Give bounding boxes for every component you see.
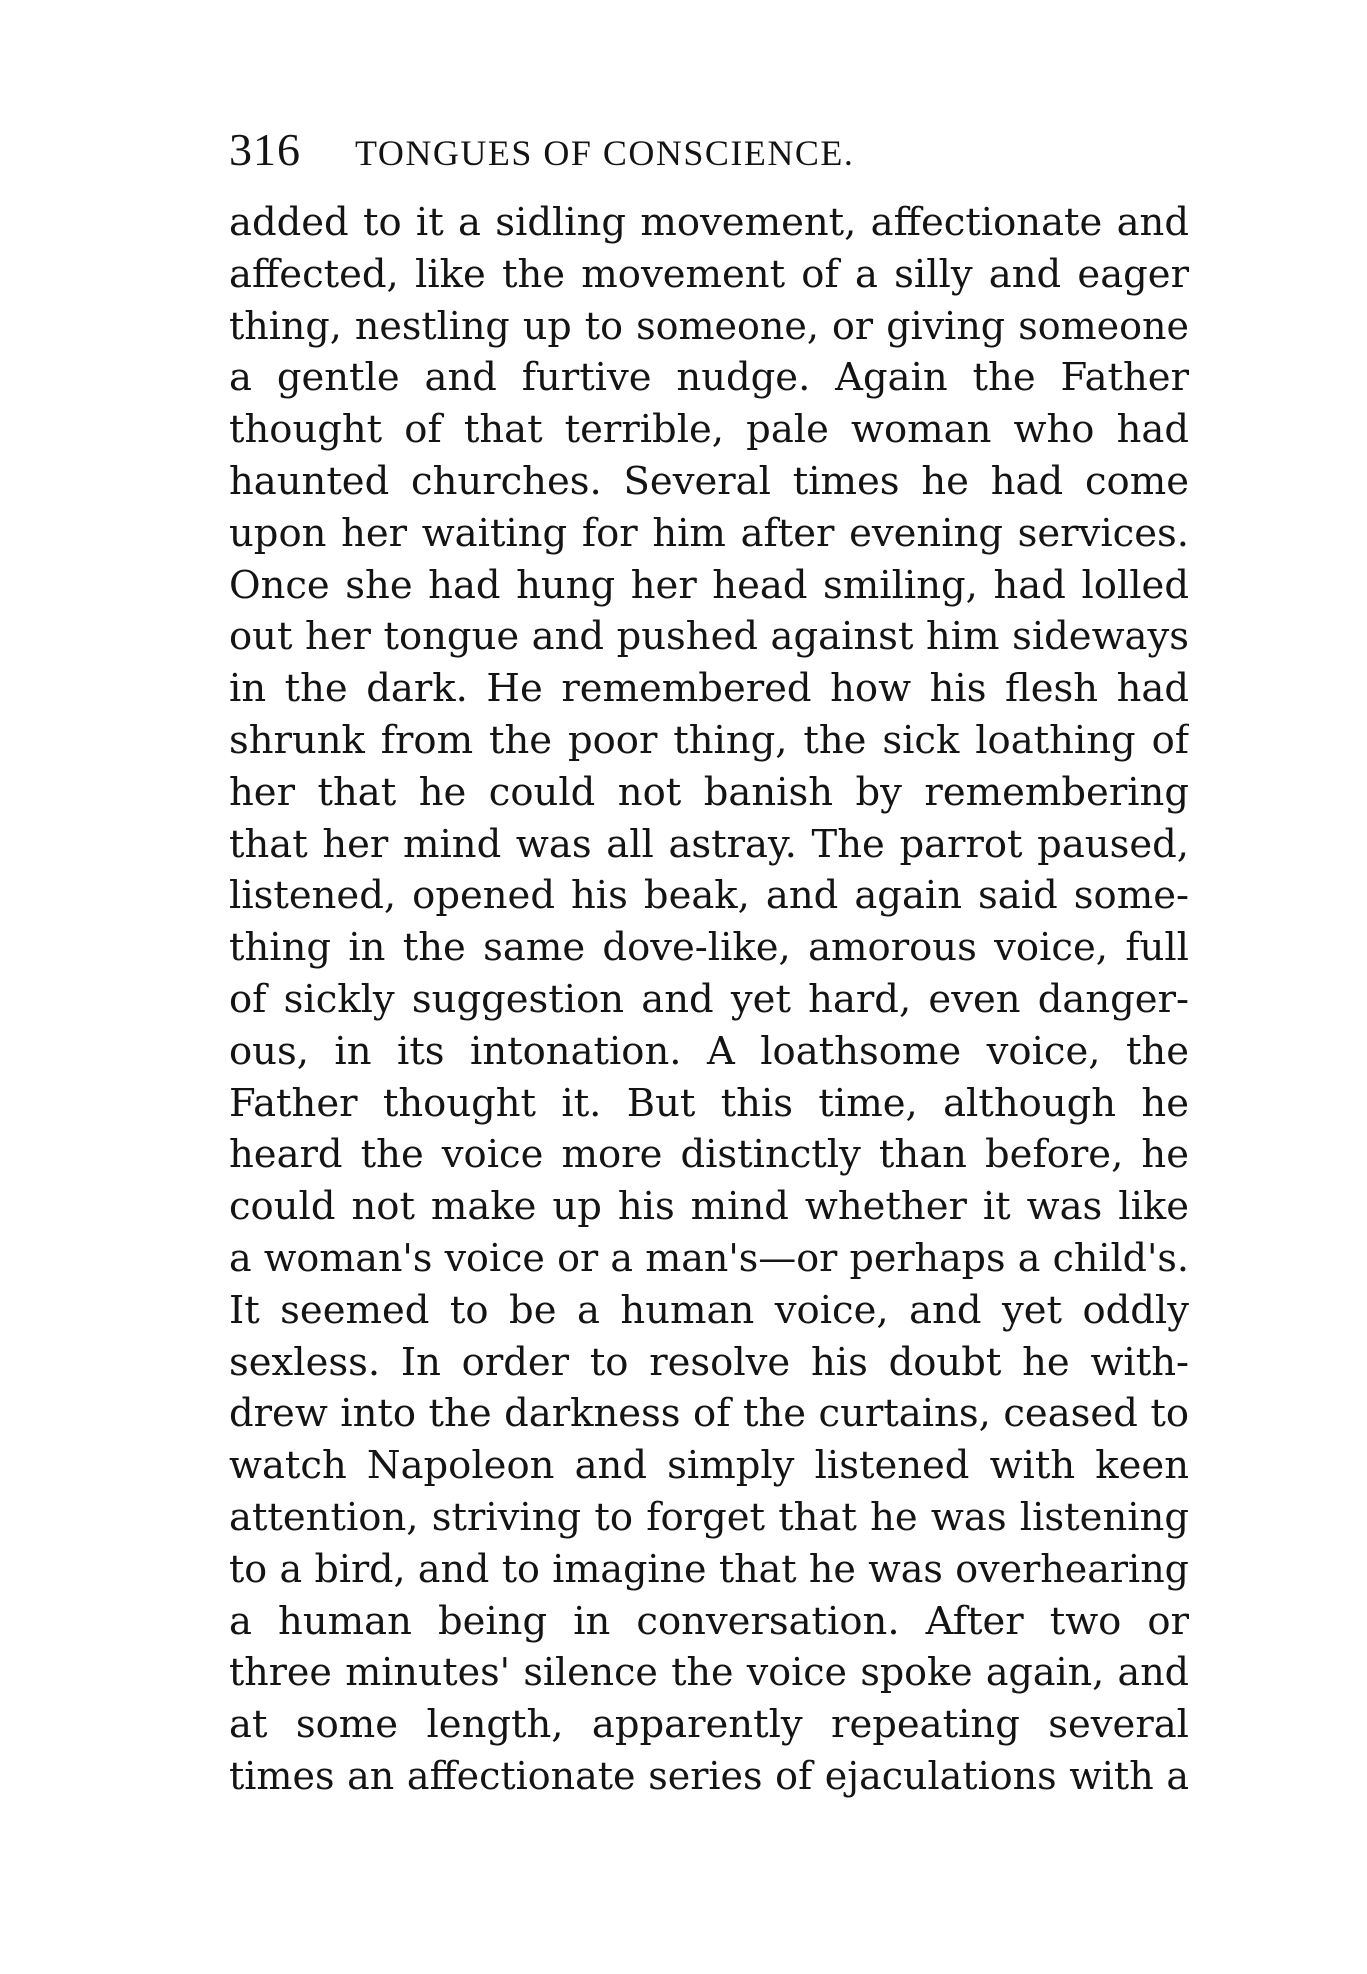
text-line: upon her waiting for him after evening services. (229, 510, 1189, 556)
text-line: heard the voice more distinctly than before, he (229, 1132, 1189, 1178)
text-line: could not make up his mind whether it was like (229, 1184, 1189, 1230)
text-line: out her tongue and pushed against him sideways (229, 614, 1189, 660)
text-line: three minutes' silence the voice spoke again, and (229, 1650, 1189, 1695)
body-text (229, 197, 1189, 1803)
text-line: thing, nestling up to someone, or giving someone (229, 303, 1189, 348)
text-line: sexless. In order to resolve his doubt he with- (229, 1339, 1189, 1385)
text-line: in the dark. He remembered how his flesh had (229, 666, 1189, 712)
text-line: times an affectionate series of ejaculations with a (229, 1753, 1189, 1798)
text-line: a woman's voice or a man's—or perhaps a child's. (229, 1235, 1189, 1280)
text-line: Once she had hung her head smiling, had lolled (229, 562, 1189, 608)
text-line: to a bird, and to imagine that he was overhearing (229, 1546, 1189, 1591)
text-line: listened, opened his beak, and again said some- (229, 873, 1189, 919)
text-line: of sickly suggestion and yet hard, even danger- (229, 976, 1189, 1022)
page-number: 316 (229, 124, 301, 175)
text-line: watch Napoleon and simply listened with keen (229, 1443, 1189, 1489)
running-title: TONGUES OF CONSCIENCE. (355, 133, 855, 173)
text-line: haunted churches. Several times he had come (229, 458, 1189, 504)
text-line: that her mind was all astray. The parrot paused, (229, 821, 1189, 867)
text-line: It seemed to be a human voice, and yet oddly (229, 1287, 1189, 1333)
text-line: Father thought it. But this time, although he (229, 1080, 1189, 1126)
text-line: a human being in conversation. After two or (229, 1598, 1189, 1644)
text-line: added to it a sidling movement, affectionate and (229, 200, 1189, 245)
text-line: shrunk from the poor thing, the sick loathing of (229, 717, 1189, 763)
text-line: affected, like the movement of a silly and eager (229, 251, 1189, 297)
text-line: at some length, apparently repeating several (229, 1702, 1189, 1748)
text-line: attention, striving to forget that he was listening (229, 1494, 1189, 1540)
text-line: ous, in its intonation. A loathsome voice, the (229, 1028, 1189, 1074)
text-line: a gentle and furtive nudge. Again the Father (229, 355, 1189, 401)
text-line: thing in the same dove-like, amorous voice, full (229, 925, 1189, 971)
running-head (229, 120, 1189, 180)
text-line: thought of that terrible, pale woman who had (229, 407, 1189, 453)
text-line: her that he could not banish by remembering (229, 769, 1189, 815)
text-line: drew into the darkness of the curtains, ceased to (229, 1391, 1189, 1437)
